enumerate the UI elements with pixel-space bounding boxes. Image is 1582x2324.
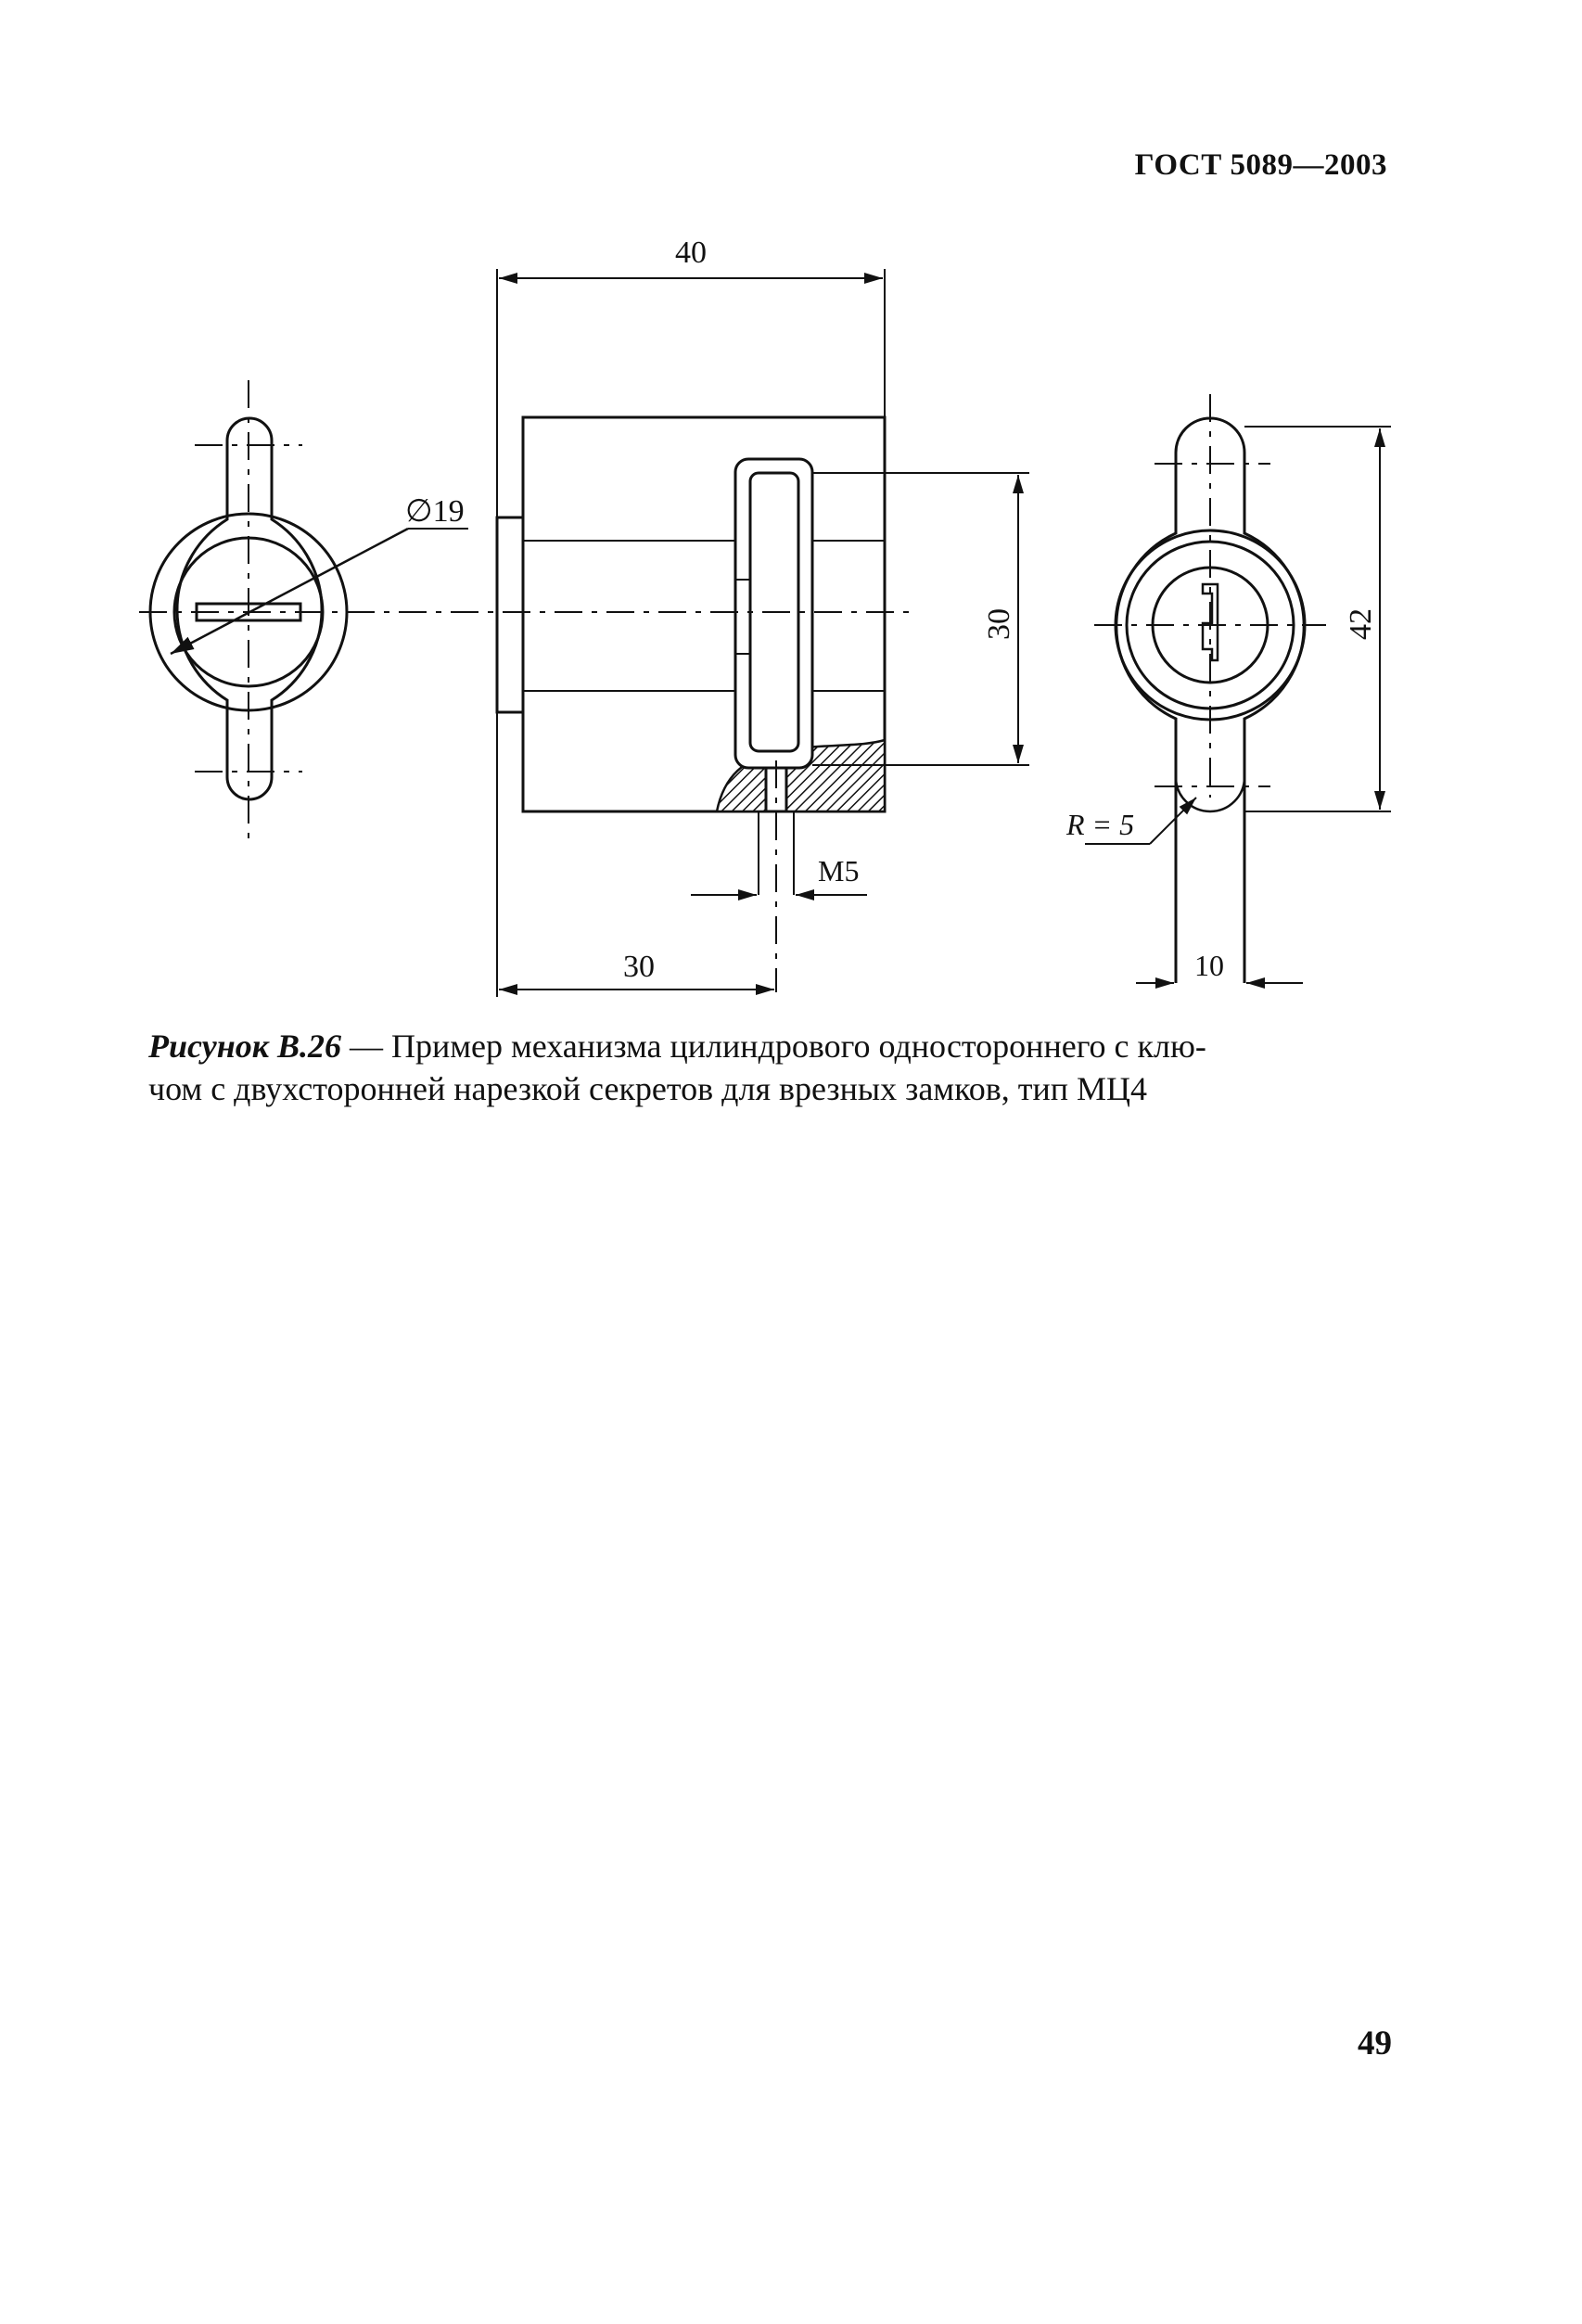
dim-overall-length: 40 (675, 236, 707, 270)
dim-height: 30 (982, 608, 1016, 640)
dim-thread: M5 (818, 854, 860, 887)
dim-side-height: 42 (1344, 608, 1378, 640)
caption-line-2: чом с двухсторонней нарезкой секретов для врезных замков, тип МЦ4 (148, 1070, 1148, 1107)
flange (497, 517, 523, 712)
front-view (139, 380, 482, 846)
dim-diameter: ∅19 (405, 494, 465, 529)
cam-slot-outer (735, 459, 812, 768)
dim-lug-width: 10 (1194, 949, 1224, 982)
figure-caption (148, 1025, 1400, 1110)
caption-label: Рисунок В.26 (148, 1028, 341, 1065)
document-header: ГОСТ 5089—2003 (1134, 148, 1387, 182)
back-view (1085, 394, 1391, 983)
technical-drawing (0, 0, 1582, 1020)
dim-radius: R = 5 (1066, 808, 1135, 841)
dim-screw-offset: 30 (623, 950, 655, 984)
page-number: 49 (1358, 2024, 1392, 2062)
side-view (399, 269, 1029, 997)
caption-line-1: Пример механизма цилиндрового одностороннего с клю- (390, 1028, 1206, 1065)
caption-separator: — (340, 1028, 391, 1065)
